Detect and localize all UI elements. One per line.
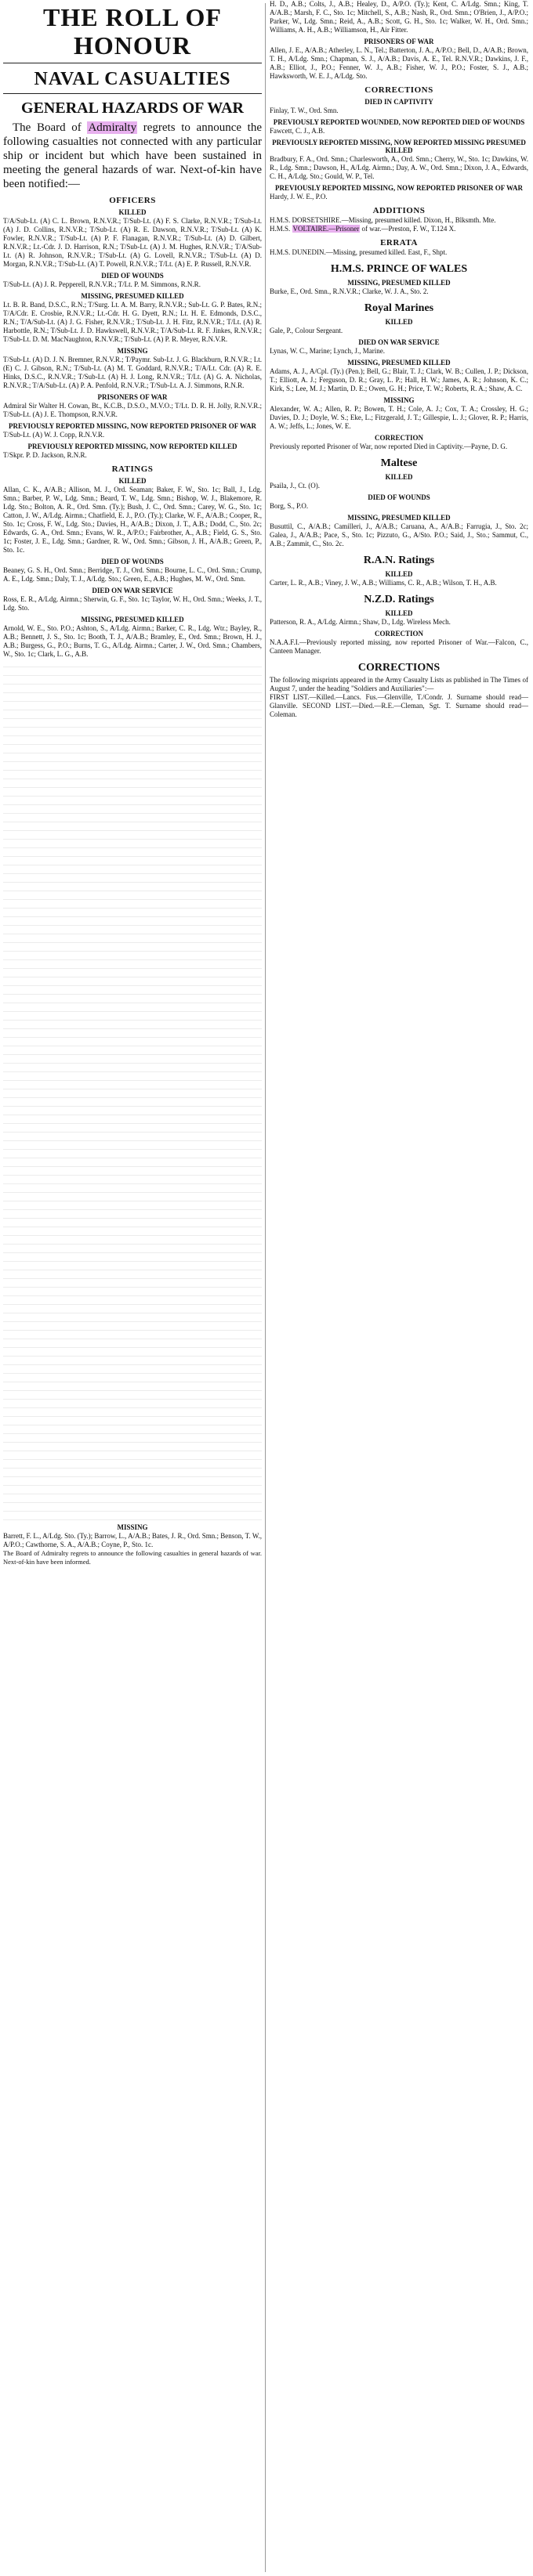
prev-missing-killed-heading: PREVIOUSLY REPORTED MISSING, NOW REPORTED MISSING PRESUMED KILLED <box>272 139 526 154</box>
marines-missing-killed-list: Adams, A. J., A/Cpl. (Ty.) (Pen.); Bell, G.; Blair, T. J.; Clark, W. B.; Cullen, J. P.; Dickson, T.; Elliott, A. J.; Ferguson, D. R.; Gray, L. P.; Hall, H. W.; James, A. R.; Johnson, K. C.; Kirk, S.; Lee, M. J.; Martin, D. E.; Owen, G. H.; Price, T. W.; Roberts, R. A.; Shaw, A. C. <box>270 367 528 392</box>
pow-list: Allen, J. E., A/A.B.; Atherley, L. N., Tel.; Batterton, J. A., A/P.O.; Bell, D., A/A.B.; Brown, T. H., A/Ldg. Smn.; Chapman, S. J., A/A.B.; Davis, A. E., Tel. R.N.V.R.; Dawkins, J. F., A.B.; Elliot, J., P.O.; Fenner, W. J., A.B.; Fisher, W. J., P.O.; Foster, S. J., A.B.; Hawksworth, W. E. J., A/Ldg. Sto. <box>270 46 528 80</box>
prev-wounded-list: Fawcett, C. J., A.B. <box>270 127 325 135</box>
nzd-correction-heading: CORRECTION <box>374 630 423 638</box>
prev-reported-killed-heading: PREVIOUSLY REPORTED MISSING, NOW REPORTED KILLED <box>27 443 237 450</box>
missing-heading: MISSING <box>117 347 148 355</box>
ratings-missing-heading: MISSING <box>117 1523 148 1531</box>
killed-heading: KILLED <box>118 208 147 216</box>
maltese-wounds-list: Borg, S., P.O. <box>270 502 309 510</box>
nzd-heading: N.Z.D. Ratings <box>364 594 434 605</box>
marines-missing-heading: MISSING <box>383 396 415 404</box>
missing-presumed-killed-list: Lt. B. R. Band, D.S.C., R.N.; T/Surg. Lt. A. M. Barry, R.N.V.R.; Sub-Lt. G. P. Bates, R.N.; T/A/Cdr. E. Crosbie, R.N.V.R.; Lt.-Cdr. H. G. Dyett, R.N.; Lt. H. E. Edmonds, D.S.C., R.N.; T/A/Sub-Lt. (A) J. G. Fisher, R.N.V.R.; T/Sub-Lt. J. H. Fitz, R.N.V.R.; T/Lt. (A) R. Harbottle, R.N.; T/Sub-Lt. J. D. Hawkswell, R.N.V.R.; T/A/Sub-Lt. R. F. Jinkes, R.N.V.R.; T/Sub-Lt. D. M. MacNaughton, R.N.V.R.; T/Sub-Lt. (A) P. R. Meyer, R.N.V.R. <box>3 301 262 343</box>
maltese-missing-killed-heading: MISSING, PRESUMED KILLED <box>347 514 451 522</box>
corrections-final-text2: FIRST LIST.—Killed.—Lancs. Fus.—Glenville, T./Condr. J. Surname should read—Glanville. SECOND LIST.—Died.—R.E.—Cleman, Sgt. T. Surname should read—Coleman. <box>270 693 528 718</box>
maltese-killed-heading: KILLED <box>385 473 413 481</box>
ratings-missing-list: Barrett, F. L., A/Ldg. Sto. (Ty.); Barrow, L., A/A.B.; Bates, J. R., Ord. Smn.; Benson, T. W., A/P.O.; Cawthorne, S. A., A/A.B.; Coyne, P., Sto. 1c. <box>3 1532 262 1548</box>
maltese-missing-killed-list: Busuttil, C., A/A.B.; Camilleri, J., A/A.B.; Caruana, A., A/A.B.; Farrugia, J., Sto. 2c; Galea, J., A/A.B.; Pace, S., Sto. 1c; Pizzuto, G., A/Sto. P.O.; Said, J., Sto.; Sammut, C., A.B.; Zammit, C., Sto. 2c. <box>270 522 528 547</box>
naval-casualties-heading: NAVAL CASUALTIES <box>34 69 231 89</box>
subtitle-rule <box>3 93 262 94</box>
missing-list: T/Sub-Lt. (A) D. J. N. Bremner, R.N.V.R.; T/Paymr. Sub-Lt. J. G. Blackburn, R.N.V.R.; Lt. (E) C. J. Gibson, R.N.; T/Sub-Lt. (A) M. T. Goddard, R.N.V.R.; T/A/Lt. Cdr. (A) R. E. Hinks, D.S.C., R.N.V.R.; T/Sub-Lt. (A) H. J. Long, R.N.V.R.; T/Lt. (A) G. A. Nicholas, R.N.V.R.; T/A/Sub-Lt. (A) P. A. Penfold, R.N.V.R.; T/Sub-Lt. A. J. Simmons, R.N.R. <box>3 356 262 389</box>
died-captivity-list: Finlay, T. W., Ord. Smn. <box>270 107 339 114</box>
right-column <box>270 0 528 2576</box>
errata-heading: ERRATA <box>380 238 418 247</box>
ratings-service-heading: DIED ON WAR SERVICE <box>92 587 173 594</box>
maltese-wounds-heading: DIED OF WOUNDS <box>368 493 430 501</box>
prev-reported-killed-list: T/Skpr. P. D. Jackson, R.N.R. <box>3 451 87 459</box>
prince-list: Burke, E., Ord. Smn., R.N.V.R.; Clarke, W. J. A., Sto. 2. <box>270 287 429 295</box>
voltaire-after: of war.—Preston, F. W., T.124 X. <box>361 225 456 233</box>
footer-note: The Board of Admiralty regrets to announce the following casualties in general hazards of war. Next-of-kin have been informed. <box>3 1549 262 1566</box>
ratings-killed-list: Allan, C. K., A/A.B.; Allison, M. J., Ord. Seaman; Baker, F. W., Sto. 1c; Ball, J., Ldg. Smn.; Barber, P. W., Ldg. Smn.; Beard, T. W., Ldg. Smn.; Bishop, W. J., Blakemore, R. Ldg. Sto.; Bolton, A. R., Ord. Smn. (Ty.); Bush, J. C., Ord. Smn.; Carey, W. G., Sto. 1c; Catton, J. W., A/Ldg. Airmn.; Chatfield, E. J., P.O. (Ty.); Clarke, W. F., A/A.B.; Cooper, R., Sto. 1c; Cross, F. W., Ldg. Sto.; Davies, H., A/A.B.; Dixon, J. T., A.B.; Dodd, C., Sto. 2c; Edwards, G. A., Ord. Smn.; Evans, W. R., A/P.O.; Fairbrother, A., A.B.; Field, G. S., Sto. 1c; Foster, J. E., Ldg. Smn.; Gardner, R. W., Ord. Smn.; Gibson, J. H., A/A.B.; Green, P., Sto. 1c. <box>3 486 262 554</box>
marines-correction-heading: CORRECTION <box>374 434 423 442</box>
ran-killed-heading: KILLED <box>385 570 413 578</box>
ran-killed-list: Carter, L. R., A.B.; Viney, J. W., A.B.; Williams, C. R., A.B.; Wilson, T. H., A.B. <box>270 579 497 587</box>
marines-correction-text: Previously reported Prisoner of War, now reported Died in Captivity.—Payne, D. G. <box>270 443 508 450</box>
continued-text-block <box>3 659 262 1520</box>
died-captivity-heading: DIED IN CAPTIVITY <box>364 98 433 106</box>
prev-missing-killed-list: Bradbury, F. A., Ord. Smn.; Charlesworth, A., Ord. Smn.; Cherry, W., Sto. 1c; Dawkins, W. R., Ldg. Smn.; Dawson, H., A/Ldg. Airmn.; Day, A. W., Ord. Smn.; Dixon, J. A., Edwards, C. H., A/Ldg. Sto.; Gould, W. P., Tel. <box>270 155 528 180</box>
ratings-missing-killed-list: Arnold, W. E., Sto. P.O.; Ashton, S., A/Ldg. Airmn.; Barker, C. R., Ldg. Wtr.; Bayley, R., A.B.; Bennett, J. S., Sto. 1c; Booth, T. J., A/A.B.; Bramley, E., Ord. Smn.; Brown, H. J., A.B.; Burgess, G., P.O.; Burns, T. G., A/Ldg. Airmn.; Carter, J. W., Ord. Smn.; Chambers, W., Sto. 1c; Clark, L. G., A.B. <box>3 624 262 658</box>
ratings-wounds-list: Beaney, G. S. H., Ord. Smn.; Berridge, T. J., Ord. Smn.; Bourne, L. C., Ord. Smn.; Crump, A. E., Ldg. Smn.; Daly, T. J., A/Ldg. Sto.; Green, E., A.B.; Hughes, M. W., Ord. Smn. <box>3 566 262 583</box>
prev-missing-pow-heading: PREVIOUSLY REPORTED MISSING, NOW REPORTED PRISONER OF WAR <box>8 422 257 430</box>
errata-text: H.M.S. DUNEDIN.—Missing, presumed killed. East, F., Shpt. <box>270 248 448 256</box>
prince-of-wales-heading: H.M.S. PRINCE OF WALES <box>330 263 468 275</box>
general-hazards-heading: GENERAL HAZARDS OF WAR <box>21 99 244 117</box>
main-title <box>3 3 262 60</box>
marines-missing-killed-heading: MISSING, PRESUMED KILLED <box>347 359 451 367</box>
prev-wounded-heading: PREVIOUSLY REPORTED WOUNDED, NOW REPORTED DIED OF WOUNDS <box>273 118 525 126</box>
maltese-killed-list: Psaila, J., Ct. (O). <box>270 482 320 490</box>
additions-heading: ADDITIONS <box>372 206 426 215</box>
prince-missing-heading: MISSING, PRESUMED KILLED <box>347 279 451 287</box>
additions-dorsetshire: H.M.S. DORSETSHIRE.—Missing, presumed killed. Dixon, H., Blksmth. Mte. <box>270 216 496 224</box>
marines-missing-list: Alexander, W. A.; Allen, R. P.; Bowen, T. H.; Cole, A. J.; Cox, T. A.; Crossley, H. G.; Davies, D. J.; Doyle, W. S.; Eke, L.; Fitzgerald, J. T.; Gillespie, L. J.; Glover, R. P.; Harris, A. W.; Jeffs, L.; Jones, W. E. <box>270 405 528 430</box>
nzd-correction-text: N.A.A.F.I.—Previously reported missing, now reported Prisoner of War.—Falcon, C., Canteen Manager. <box>270 638 528 655</box>
lead-after: regrets to announce the following casualties not connected with any particular ship or incident but which have been sustained in meeting the general hazards of war. Next-of-kin have been notified:— <box>3 121 262 190</box>
ran-heading: R.A.N. Ratings <box>363 555 435 566</box>
prev-reported-pow-heading: PREVIOUSLY REPORTED MISSING, NOW REPORTED PRISONER OF WAR <box>274 184 524 192</box>
corrections-final-heading: CORRECTIONS <box>357 662 441 674</box>
lead-paragraph <box>3 121 262 191</box>
ratings-service-list: Ross, E. R., A/Ldg. Airmn.; Sherwin, G. F., Sto. 1c; Taylor, W. H., Ord. Smn.; Weeks, J. T., Ldg. Sto. <box>3 595 262 612</box>
right-top-list: H. D., A.B.; Colts, J., A.B.; Healey, D., A/P.O. (Ty.); Kent, C. A/Ldg. Smn.; King, T. A/A.B.; Marsh, F. C., Sto. 1c; Mitchell, S., A.B.; Nash, R., Ord. Smn.; O'Brien, J., A/P.O.; Parker, W., Ldg. Smn.; Reid, A., A.B.; Scott, G. H., Sto. 1c; Walker, W. H., Ord. Smn.; Williams, A. H., A.B.; Williamson, H., Air Fitter. <box>270 0 528 34</box>
prev-missing-pow-list: T/Sub-Lt. (A) W. J. Copp, R.N.V.R. <box>3 431 105 439</box>
royal-marines-heading: Royal Marines <box>364 302 434 314</box>
column-divider <box>265 3 266 2572</box>
marines-killed-list: Gale, P., Colour Sergeant. <box>270 327 343 334</box>
prisoners-heading: PRISONERS OF WAR <box>97 393 168 401</box>
ratings-wounds-heading: DIED OF WOUNDS <box>101 558 164 565</box>
ratings-heading: RATINGS <box>111 464 154 474</box>
died-of-wounds-list: T/Sub-Lt. (A) J. R. Pepperell, R.N.V.R.; T/Lt. P. M. Simmons, R.N.R. <box>3 280 201 288</box>
left-column <box>3 0 262 2576</box>
missing-presumed-killed-heading: MISSING, PRESUMED KILLED <box>81 292 184 300</box>
died-of-wounds-heading: DIED OF WOUNDS <box>101 272 164 280</box>
marines-killed-heading: KILLED <box>385 318 413 326</box>
killed-list: T/A/Sub-Lt. (A) C. L. Brown, R.N.V.R.; T/Sub-Lt. (A) F. S. Clarke, R.N.V.R.; T/Sub-Lt. (A) J. D. Collins, R.N.V.R.; T/Sub-Lt. (A) R. E. Dawson, R.N.V.R.; T/Sub-Lt. (A) K. Fowler, R.N.V.R.; T/Sub-Lt. (A) P. F. Flanagan, R.N.V.R.; T/Sub-Lt. (A) D. Gilbert, R.N.V.R.; Lt.-Cdr. J. D. Harrison, R.N.; T/Sub-Lt. (A) J. M. Hughes, R.N.V.R.; T/A/Sub-Lt. (A) R. Johnson, R.N.V.R.; T/Sub-Lt. (A) G. Lovell, R.N.V.R.; T/Sub-Lt. (A) D. Morgan, R.N.V.R.; T/Sub-Lt. (A) T. Powell, R.N.V.R.; T/Lt. (A) E. P. Russell, R.N.V.R. <box>3 217 262 268</box>
marines-service-heading: DIED ON WAR SERVICE <box>358 338 440 346</box>
nzd-killed-list: Patterson, R. A., A/Ldg. Airmn.; Shaw, D., Ldg. Wireless Mech. <box>270 618 451 626</box>
title-line-1: THE ROLL OF <box>43 3 222 31</box>
prisoners-list: Admiral Sir Walter H. Cowan, Bt., K.C.B., D.S.O., M.V.O.; T/Lt. D. R. H. Jolly, R.N.V.R.; T/Sub-Lt. (A) J. E. Thompson, R.N.V.R. <box>3 402 262 418</box>
admiralty-highlight: Admiralty <box>88 121 137 134</box>
corrections-heading: CORRECTIONS <box>364 85 433 95</box>
lead-before: The Board of <box>13 121 82 134</box>
voltaire-before: H.M.S. <box>270 225 291 233</box>
marines-service-list: Lynas, W. C., Marine; Lynch, J., Marine. <box>270 347 385 355</box>
ratings-missing-killed-heading: MISSING, PRESUMED KILLED <box>81 616 184 623</box>
nzd-killed-heading: KILLED <box>385 609 413 617</box>
maltese-heading: Maltese <box>380 457 418 469</box>
ratings-killed-heading: KILLED <box>118 477 147 485</box>
corrections-final-text1: The following misprints appeared in the Army Casualty Lists as published in The Times of August 7, under the heading "Soldiers and Auxiliaries":— <box>270 676 528 692</box>
officers-heading: OFFICERS <box>109 196 156 205</box>
voltaire-highlight: VOLTAIRE.—Prisoner <box>292 225 360 233</box>
additions-voltaire <box>270 225 528 233</box>
pow-heading: PRISONERS OF WAR <box>364 38 434 45</box>
prev-reported-pow-list: Hardy, J. W. E., P.O. <box>270 193 328 201</box>
title-line-2: HONOUR <box>74 31 191 60</box>
